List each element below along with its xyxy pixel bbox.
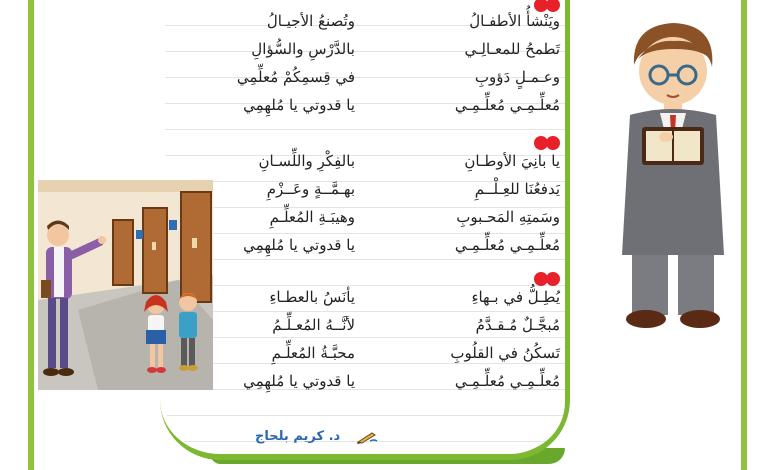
verse-second-half: بهـمَّــةٍ وعَــزْمِ [266,180,355,198]
red-dots-icon [536,272,560,286]
verse-first-half: مُعلِّـمِـي مُعلِّـمِـي [454,236,560,254]
verse-row [170,236,570,264]
stanza-1 [170,12,570,124]
verse-second-half: يا قدوتي يا مُلهِمِي [243,236,355,254]
verse-second-half: بالدَّرْسِ والسُّؤالِ [251,40,355,58]
author-name: د. كريم بلحاج [255,429,341,444]
verse-row [170,152,570,180]
verse-first-half: ويَنْشأُ الأطفـالُ [469,12,560,30]
verse-row [170,208,570,236]
stanza-2 [170,152,570,264]
verse-first-half: مُعلِّـمِـي مُعلِّـمِـي [454,96,560,114]
verse-first-half: يا بانِيَ الأوطـانِ [464,152,560,170]
verse-first-half: تَطمحُ للمعـالِـي [464,40,560,58]
verse-second-half: وهيبَـةِ المُعلِّـمِ [269,208,355,226]
verse-first-half: وسَمتِهِ المَحـبوبِ [456,208,560,226]
verse-row [170,288,570,316]
verse-row [170,316,570,344]
red-dots-icon [536,136,560,150]
verse-first-half: وعـمـلٍ دَؤوبِ [474,68,560,86]
verse-first-half: يُطِـلُّ في بـهاءِ [471,288,560,306]
verse-row [170,96,570,124]
school-hallway-illustration [38,180,213,390]
stanza-3 [170,288,570,400]
verse-second-half: يا قدوتي يا مُلهِمِي [243,372,355,390]
verse-second-half: يأنَسُ بالعطـاءِ [269,288,355,306]
verse-first-half: مُعلِّـمِـي مُعلِّـمِـي [454,372,560,390]
verse-row [170,372,570,400]
verse-first-half: تَسكُنُ في القلُوبِ [450,344,560,362]
pen-icon [356,430,378,444]
verse-row [170,180,570,208]
verse-second-half: لأنَّــهُ المُعـلِّـمُ [272,316,355,334]
verse-first-half: مُبجَّـلٌ مُـقـدَّمُ [475,316,560,334]
verse-first-half: يَدفعُنَا للعِـلْــمِ [474,180,560,198]
student-reading-illustration [612,15,742,335]
verse-row [170,40,570,68]
verse-row [170,12,570,40]
verse-second-half: في قِسمِكُمْ مُعلِّمِي [236,68,355,86]
verse-second-half: بالفِكْرِ واللِّسـانِ [258,152,355,170]
verse-second-half: يا قدوتي يا مُلهِمِي [243,96,355,114]
left-frame-line [28,0,34,470]
verse-row [170,344,570,372]
verse-second-half: وتُصنعُ الأجيـالُ [266,12,355,30]
verse-second-half: محبَّـةُ المُعلِّـمِ [271,344,355,362]
red-dots-icon [536,0,560,12]
verse-row [170,68,570,96]
